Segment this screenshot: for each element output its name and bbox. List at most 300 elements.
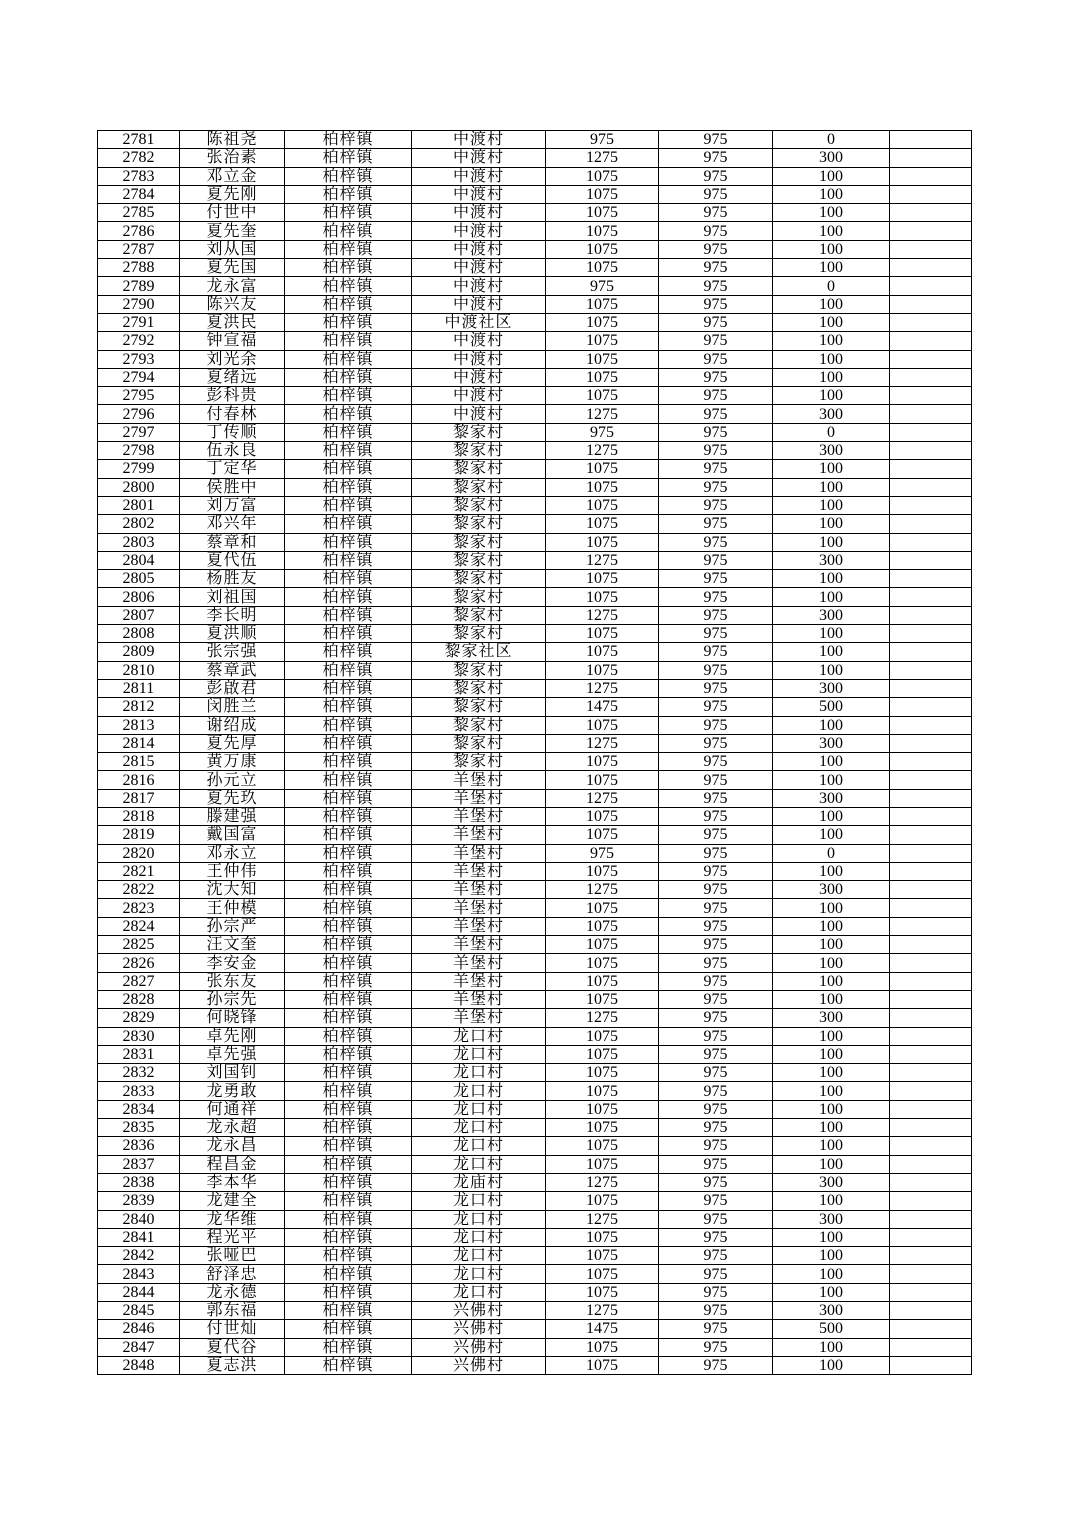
seq-cell: 2839 <box>98 1192 180 1210</box>
village-cell: 龙庙村 <box>412 1173 546 1191</box>
seq-cell: 2823 <box>98 899 180 917</box>
remark-cell <box>890 881 972 899</box>
table-row <box>98 716 972 734</box>
amount-b-cell: 975 <box>659 862 773 880</box>
amount-b-cell: 975 <box>659 1265 773 1283</box>
remark-cell <box>890 1137 972 1155</box>
amount-a-cell: 1075 <box>546 1082 659 1100</box>
name-cell: 夏洪顺 <box>180 625 285 643</box>
table-row <box>98 368 972 386</box>
seq-cell: 2813 <box>98 716 180 734</box>
village-cell: 龙口村 <box>412 1210 546 1228</box>
amount-b-cell: 975 <box>659 1210 773 1228</box>
name-cell: 夏先厚 <box>180 734 285 752</box>
table-row <box>98 1192 972 1210</box>
village-cell: 黎家村 <box>412 496 546 514</box>
table-row <box>98 936 972 954</box>
difference-cell: 100 <box>773 625 890 643</box>
seq-cell: 2808 <box>98 625 180 643</box>
village-cell: 黎家村 <box>412 478 546 496</box>
remark-cell <box>890 771 972 789</box>
amount-a-cell: 1275 <box>546 679 659 697</box>
village-cell: 中渡村 <box>412 295 546 313</box>
seq-cell: 2791 <box>98 313 180 331</box>
remark-cell <box>890 1027 972 1045</box>
name-cell: 丁传顺 <box>180 423 285 441</box>
remark-cell <box>890 277 972 295</box>
difference-cell: 100 <box>773 368 890 386</box>
town-cell: 柏梓镇 <box>285 661 412 679</box>
table-row <box>98 1210 972 1228</box>
remark-cell <box>890 862 972 880</box>
village-cell: 中渡社区 <box>412 313 546 331</box>
difference-cell: 100 <box>773 295 890 313</box>
town-cell: 柏梓镇 <box>285 1192 412 1210</box>
amount-b-cell: 975 <box>659 551 773 569</box>
amount-b-cell: 975 <box>659 332 773 350</box>
town-cell: 柏梓镇 <box>285 1082 412 1100</box>
name-cell: 卓先强 <box>180 1045 285 1063</box>
seq-cell: 2844 <box>98 1283 180 1301</box>
seq-cell: 2798 <box>98 442 180 460</box>
amount-a-cell: 1075 <box>546 570 659 588</box>
seq-cell: 2829 <box>98 1009 180 1027</box>
name-cell: 龙勇敢 <box>180 1082 285 1100</box>
town-cell: 柏梓镇 <box>285 570 412 588</box>
difference-cell: 100 <box>773 643 890 661</box>
name-cell: 夏洪民 <box>180 313 285 331</box>
amount-a-cell: 1075 <box>546 862 659 880</box>
remark-cell <box>890 807 972 825</box>
difference-cell: 100 <box>773 1082 890 1100</box>
seq-cell: 2785 <box>98 204 180 222</box>
table-row <box>98 185 972 203</box>
remark-cell <box>890 496 972 514</box>
town-cell: 柏梓镇 <box>285 478 412 496</box>
remark-cell <box>890 1155 972 1173</box>
town-cell: 柏梓镇 <box>285 149 412 167</box>
difference-cell: 100 <box>773 1100 890 1118</box>
difference-cell: 100 <box>773 1137 890 1155</box>
amount-a-cell: 1075 <box>546 222 659 240</box>
village-cell: 黎家村 <box>412 606 546 624</box>
seq-cell: 2826 <box>98 954 180 972</box>
amount-a-cell: 1275 <box>546 789 659 807</box>
name-cell: 夏先玖 <box>180 789 285 807</box>
amount-a-cell: 1075 <box>546 350 659 368</box>
village-cell: 黎家村 <box>412 460 546 478</box>
village-cell: 龙口村 <box>412 1082 546 1100</box>
town-cell: 柏梓镇 <box>285 204 412 222</box>
name-cell: 沈大知 <box>180 881 285 899</box>
village-cell: 龙口村 <box>412 1027 546 1045</box>
town-cell: 柏梓镇 <box>285 1338 412 1356</box>
table-row <box>98 131 972 149</box>
amount-a-cell: 1075 <box>546 936 659 954</box>
amount-a-cell: 1275 <box>546 1009 659 1027</box>
difference-cell: 100 <box>773 533 890 551</box>
table-row <box>98 277 972 295</box>
town-cell: 柏梓镇 <box>285 185 412 203</box>
seq-cell: 2834 <box>98 1100 180 1118</box>
amount-b-cell: 975 <box>659 1192 773 1210</box>
name-cell: 夏代伍 <box>180 551 285 569</box>
table-row <box>98 1045 972 1063</box>
town-cell: 柏梓镇 <box>285 625 412 643</box>
name-cell: 龙永德 <box>180 1283 285 1301</box>
amount-b-cell: 975 <box>659 954 773 972</box>
amount-a-cell: 1075 <box>546 313 659 331</box>
amount-a-cell: 1075 <box>546 1155 659 1173</box>
table-row <box>98 240 972 258</box>
village-cell: 黎家村 <box>412 588 546 606</box>
town-cell: 柏梓镇 <box>285 716 412 734</box>
town-cell: 柏梓镇 <box>285 1137 412 1155</box>
table-row <box>98 917 972 935</box>
seq-cell: 2832 <box>98 1064 180 1082</box>
difference-cell: 300 <box>773 1210 890 1228</box>
table-row <box>98 1100 972 1118</box>
amount-b-cell: 975 <box>659 167 773 185</box>
remark-cell <box>890 1009 972 1027</box>
remark-cell <box>890 661 972 679</box>
amount-b-cell: 975 <box>659 350 773 368</box>
amount-b-cell: 975 <box>659 204 773 222</box>
town-cell: 柏梓镇 <box>285 167 412 185</box>
seq-cell: 2781 <box>98 131 180 149</box>
seq-cell: 2788 <box>98 259 180 277</box>
village-cell: 黎家村 <box>412 423 546 441</box>
name-cell: 程光平 <box>180 1228 285 1246</box>
amount-b-cell: 975 <box>659 1009 773 1027</box>
town-cell: 柏梓镇 <box>285 295 412 313</box>
name-cell: 李安金 <box>180 954 285 972</box>
name-cell: 龙永昌 <box>180 1137 285 1155</box>
seq-cell: 2836 <box>98 1137 180 1155</box>
town-cell: 柏梓镇 <box>285 1247 412 1265</box>
remark-cell <box>890 789 972 807</box>
remark-cell <box>890 1265 972 1283</box>
town-cell: 柏梓镇 <box>285 1228 412 1246</box>
amount-a-cell: 1275 <box>546 1210 659 1228</box>
village-cell: 中渡村 <box>412 167 546 185</box>
amount-a-cell: 1075 <box>546 1064 659 1082</box>
remark-cell <box>890 149 972 167</box>
village-cell: 羊堡村 <box>412 771 546 789</box>
difference-cell: 300 <box>773 1173 890 1191</box>
amount-b-cell: 975 <box>659 1155 773 1173</box>
town-cell: 柏梓镇 <box>285 332 412 350</box>
difference-cell: 100 <box>773 387 890 405</box>
village-cell: 中渡村 <box>412 240 546 258</box>
name-cell: 郭东福 <box>180 1302 285 1320</box>
seq-cell: 2807 <box>98 606 180 624</box>
table-row <box>98 259 972 277</box>
village-cell: 黎家村 <box>412 753 546 771</box>
amount-b-cell: 975 <box>659 295 773 313</box>
difference-cell: 300 <box>773 734 890 752</box>
difference-cell: 100 <box>773 990 890 1008</box>
amount-a-cell: 1075 <box>546 753 659 771</box>
amount-b-cell: 975 <box>659 515 773 533</box>
village-cell: 龙口村 <box>412 1247 546 1265</box>
village-cell: 中渡村 <box>412 332 546 350</box>
remark-cell <box>890 204 972 222</box>
difference-cell: 100 <box>773 917 890 935</box>
difference-cell: 300 <box>773 1302 890 1320</box>
remark-cell <box>890 350 972 368</box>
village-cell: 龙口村 <box>412 1228 546 1246</box>
name-cell: 龙建全 <box>180 1192 285 1210</box>
difference-cell: 100 <box>773 1356 890 1374</box>
village-cell: 羊堡村 <box>412 826 546 844</box>
table-row <box>98 1356 972 1374</box>
amount-b-cell: 975 <box>659 625 773 643</box>
amount-b-cell: 975 <box>659 149 773 167</box>
seq-cell: 2815 <box>98 753 180 771</box>
seq-cell: 2817 <box>98 789 180 807</box>
difference-cell: 100 <box>773 1265 890 1283</box>
village-cell: 龙口村 <box>412 1155 546 1173</box>
table-row <box>98 570 972 588</box>
amount-b-cell: 975 <box>659 259 773 277</box>
seq-cell: 2828 <box>98 990 180 1008</box>
amount-a-cell: 1075 <box>546 1356 659 1374</box>
amount-a-cell: 1075 <box>546 954 659 972</box>
name-cell: 杨胜友 <box>180 570 285 588</box>
difference-cell: 100 <box>773 222 890 240</box>
difference-cell: 100 <box>773 899 890 917</box>
amount-a-cell: 1075 <box>546 478 659 496</box>
difference-cell: 100 <box>773 1247 890 1265</box>
village-cell: 羊堡村 <box>412 990 546 1008</box>
town-cell: 柏梓镇 <box>285 826 412 844</box>
amount-a-cell: 1275 <box>546 442 659 460</box>
village-cell: 龙口村 <box>412 1137 546 1155</box>
seq-cell: 2801 <box>98 496 180 514</box>
name-cell: 陈祖尧 <box>180 131 285 149</box>
town-cell: 柏梓镇 <box>285 1100 412 1118</box>
table-row <box>98 954 972 972</box>
town-cell: 柏梓镇 <box>285 1210 412 1228</box>
name-cell: 张宗强 <box>180 643 285 661</box>
difference-cell: 100 <box>773 936 890 954</box>
remark-cell <box>890 368 972 386</box>
remark-cell <box>890 917 972 935</box>
seq-cell: 2811 <box>98 679 180 697</box>
name-cell: 陈兴友 <box>180 295 285 313</box>
village-cell: 羊堡村 <box>412 807 546 825</box>
amount-a-cell: 975 <box>546 131 659 149</box>
amount-b-cell: 975 <box>659 1247 773 1265</box>
amount-a-cell: 1075 <box>546 1247 659 1265</box>
amount-a-cell: 1075 <box>546 387 659 405</box>
table-row <box>98 1320 972 1338</box>
table-row <box>98 661 972 679</box>
seq-cell: 2810 <box>98 661 180 679</box>
village-cell: 黎家村 <box>412 625 546 643</box>
remark-cell <box>890 1302 972 1320</box>
difference-cell: 100 <box>773 1027 890 1045</box>
amount-b-cell: 975 <box>659 533 773 551</box>
town-cell: 柏梓镇 <box>285 1356 412 1374</box>
amount-a-cell: 1275 <box>546 1302 659 1320</box>
remark-cell <box>890 588 972 606</box>
amount-a-cell: 1275 <box>546 734 659 752</box>
seq-cell: 2837 <box>98 1155 180 1173</box>
amount-a-cell: 1275 <box>546 606 659 624</box>
name-cell: 王仲模 <box>180 899 285 917</box>
town-cell: 柏梓镇 <box>285 405 412 423</box>
amount-b-cell: 975 <box>659 1228 773 1246</box>
difference-cell: 100 <box>773 313 890 331</box>
remark-cell <box>890 1228 972 1246</box>
amount-b-cell: 975 <box>659 222 773 240</box>
table-row <box>98 1228 972 1246</box>
amount-b-cell: 975 <box>659 844 773 862</box>
remark-cell <box>890 625 972 643</box>
seq-cell: 2824 <box>98 917 180 935</box>
difference-cell: 100 <box>773 716 890 734</box>
difference-cell: 100 <box>773 350 890 368</box>
difference-cell: 100 <box>773 954 890 972</box>
town-cell: 柏梓镇 <box>285 387 412 405</box>
difference-cell: 100 <box>773 1119 890 1137</box>
village-cell: 兴佛村 <box>412 1338 546 1356</box>
remark-cell <box>890 844 972 862</box>
town-cell: 柏梓镇 <box>285 643 412 661</box>
remark-cell <box>890 1247 972 1265</box>
town-cell: 柏梓镇 <box>285 259 412 277</box>
amount-a-cell: 1075 <box>546 588 659 606</box>
table-row <box>98 1082 972 1100</box>
difference-cell: 100 <box>773 515 890 533</box>
seq-cell: 2803 <box>98 533 180 551</box>
village-cell: 中渡村 <box>412 277 546 295</box>
table-row <box>98 1119 972 1137</box>
village-cell: 中渡村 <box>412 131 546 149</box>
table-row <box>98 204 972 222</box>
village-cell: 黎家村 <box>412 515 546 533</box>
remark-cell <box>890 295 972 313</box>
town-cell: 柏梓镇 <box>285 862 412 880</box>
amount-b-cell: 975 <box>659 405 773 423</box>
seq-cell: 2795 <box>98 387 180 405</box>
town-cell: 柏梓镇 <box>285 1302 412 1320</box>
difference-cell: 300 <box>773 551 890 569</box>
seq-cell: 2818 <box>98 807 180 825</box>
name-cell: 彭科贵 <box>180 387 285 405</box>
seq-cell: 2802 <box>98 515 180 533</box>
amount-a-cell: 1075 <box>546 807 659 825</box>
seq-cell: 2835 <box>98 1119 180 1137</box>
town-cell: 柏梓镇 <box>285 972 412 990</box>
amount-b-cell: 975 <box>659 753 773 771</box>
table-row <box>98 222 972 240</box>
town-cell: 柏梓镇 <box>285 515 412 533</box>
table-row <box>98 679 972 697</box>
seq-cell: 2814 <box>98 734 180 752</box>
difference-cell: 500 <box>773 1320 890 1338</box>
seq-cell: 2827 <box>98 972 180 990</box>
difference-cell: 100 <box>773 661 890 679</box>
remark-cell <box>890 460 972 478</box>
amount-a-cell: 1075 <box>546 259 659 277</box>
name-cell: 夏先奎 <box>180 222 285 240</box>
table-row <box>98 496 972 514</box>
seq-cell: 2792 <box>98 332 180 350</box>
table-row <box>98 826 972 844</box>
table-row <box>98 881 972 899</box>
amount-a-cell: 1075 <box>546 295 659 313</box>
village-cell: 羊堡村 <box>412 789 546 807</box>
remark-cell <box>890 972 972 990</box>
village-cell: 兴佛村 <box>412 1356 546 1374</box>
remark-cell <box>890 1320 972 1338</box>
village-cell: 龙口村 <box>412 1192 546 1210</box>
remark-cell <box>890 240 972 258</box>
difference-cell: 0 <box>773 423 890 441</box>
table-row <box>98 862 972 880</box>
amount-b-cell: 975 <box>659 496 773 514</box>
amount-b-cell: 975 <box>659 1119 773 1137</box>
village-cell: 黎家村 <box>412 734 546 752</box>
difference-cell: 100 <box>773 588 890 606</box>
name-cell: 彭啟君 <box>180 679 285 697</box>
amount-a-cell: 1075 <box>546 771 659 789</box>
name-cell: 何通祥 <box>180 1100 285 1118</box>
amount-a-cell: 1075 <box>546 972 659 990</box>
amount-b-cell: 975 <box>659 387 773 405</box>
amount-b-cell: 975 <box>659 1320 773 1338</box>
amount-a-cell: 975 <box>546 277 659 295</box>
difference-cell: 100 <box>773 771 890 789</box>
town-cell: 柏梓镇 <box>285 1265 412 1283</box>
village-cell: 龙口村 <box>412 1100 546 1118</box>
seq-cell: 2822 <box>98 881 180 899</box>
town-cell: 柏梓镇 <box>285 313 412 331</box>
table-row <box>98 789 972 807</box>
seq-cell: 2820 <box>98 844 180 862</box>
table-row <box>98 167 972 185</box>
remark-cell <box>890 1119 972 1137</box>
amount-a-cell: 1075 <box>546 917 659 935</box>
seq-cell: 2840 <box>98 1210 180 1228</box>
remark-cell <box>890 899 972 917</box>
remark-cell <box>890 643 972 661</box>
town-cell: 柏梓镇 <box>285 423 412 441</box>
name-cell: 付春林 <box>180 405 285 423</box>
table-row <box>98 313 972 331</box>
name-cell: 丁定华 <box>180 460 285 478</box>
town-cell: 柏梓镇 <box>285 698 412 716</box>
seq-cell: 2830 <box>98 1027 180 1045</box>
name-cell: 王仲伟 <box>180 862 285 880</box>
seq-cell: 2787 <box>98 240 180 258</box>
amount-b-cell: 975 <box>659 1137 773 1155</box>
amount-b-cell: 975 <box>659 1064 773 1082</box>
difference-cell: 100 <box>773 1155 890 1173</box>
village-cell: 中渡村 <box>412 222 546 240</box>
table-row <box>98 533 972 551</box>
name-cell: 张哑巴 <box>180 1247 285 1265</box>
amount-a-cell: 1075 <box>546 1283 659 1301</box>
amount-b-cell: 975 <box>659 734 773 752</box>
difference-cell: 100 <box>773 570 890 588</box>
name-cell: 刘祖国 <box>180 588 285 606</box>
remark-cell <box>890 1100 972 1118</box>
seq-cell: 2847 <box>98 1338 180 1356</box>
